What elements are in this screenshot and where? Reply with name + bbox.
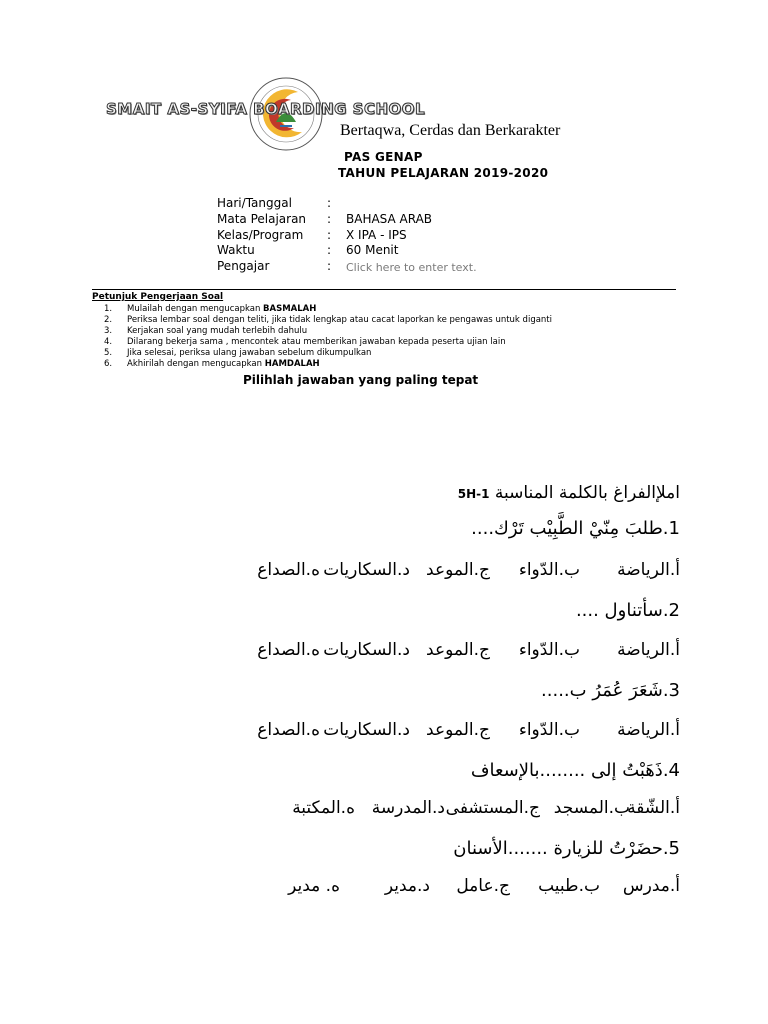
section-heading-text: املإالفراغ بالكلمة المناسبة	[494, 483, 680, 503]
option-b[interactable]: ب.المسجد	[553, 798, 630, 818]
option-a[interactable]: أ.الشّقة	[627, 798, 680, 818]
options-row-1	[240, 560, 680, 584]
instruction-number: 1.	[104, 304, 113, 314]
question-4: 4.ذَهَبْتُ إلى ........بالإسعاف	[470, 760, 680, 781]
info-label: Mata Pelajaran	[217, 212, 307, 226]
option-a[interactable]: أ.الرياضة	[617, 640, 680, 660]
question-2: 2.سأتناول ....	[575, 600, 680, 621]
options-row-5	[240, 876, 680, 900]
header-divider	[92, 289, 676, 290]
option-e[interactable]: ه.الصداع	[257, 720, 320, 740]
option-a[interactable]: أ.الرياضة	[617, 560, 680, 580]
option-b[interactable]: ب.الدّواء	[518, 720, 580, 740]
info-label: Pengajar	[217, 259, 270, 273]
option-c[interactable]: ج.الموعد	[426, 560, 490, 580]
option-b[interactable]: ب.طبيب	[538, 876, 600, 896]
option-c[interactable]: ج.عامل	[456, 876, 510, 896]
question-1: 1.طلبَ مِنّيْ الطَّبِيْب تَرْك....	[471, 518, 680, 539]
instruction-number: 3.	[104, 326, 113, 336]
option-c[interactable]: ج.الموعد	[426, 720, 490, 740]
option-d[interactable]: د.المدرسة	[371, 798, 445, 818]
instructions-title: Petunjuk Pengerjaan Soal	[92, 292, 224, 302]
info-label: Kelas/Program	[217, 228, 304, 242]
info-label: Waktu	[217, 243, 255, 257]
teacher-input-field[interactable]: Click here to enter text.	[346, 261, 477, 274]
info-colon: :	[327, 228, 332, 242]
instruction-number: 4.	[104, 337, 113, 347]
option-c[interactable]: ج.الموعد	[426, 640, 490, 660]
option-e[interactable]: ه.الصداع	[257, 640, 320, 660]
school-motto: Bertaqwa, Cerdas dan Berkarakter	[340, 122, 561, 139]
option-b[interactable]: ب.الدّواء	[518, 560, 580, 580]
option-a[interactable]: أ.الرياضة	[617, 720, 680, 740]
info-label: Hari/Tanggal	[217, 196, 292, 210]
option-d[interactable]: د.السكاريات	[323, 640, 410, 660]
exam-year: TAHUN PELAJARAN 2019-2020	[338, 166, 549, 180]
info-value: 60 Menit	[346, 243, 399, 257]
option-e[interactable]: ه.الصداع	[257, 560, 320, 580]
instruction-text: Kerjakan soal yang mudah terlebih dahulu	[127, 326, 308, 336]
option-d[interactable]: د.مدير	[384, 876, 430, 896]
info-colon: :	[327, 196, 332, 210]
info-value: BAHASA ARAB	[346, 212, 433, 226]
section-code: 5H-1	[457, 487, 490, 501]
option-a[interactable]: أ.مدرس	[622, 876, 680, 896]
instruction-text: Dilarang bekerja sama , mencontek atau memberikan jawaban kepada peserta ujian lain	[127, 337, 506, 347]
instruction-text: Mulailah dengan mengucapkan BASMALAH	[127, 304, 317, 314]
info-colon: :	[327, 212, 332, 226]
info-value: X IPA - IPS	[346, 228, 407, 242]
instruction-text: Periksa lembar soal dengan teliti, jika tidak lengkap atau cacat laporkan ke pengawas untuk diganti	[127, 315, 553, 325]
exam-title: PAS GENAP	[344, 150, 423, 164]
instruction-number: 6.	[104, 359, 113, 369]
option-e[interactable]: ه.المكتبة	[292, 798, 355, 818]
info-colon: :	[327, 259, 332, 273]
instruction-main: Pilihlah jawaban yang paling tepat	[243, 373, 479, 387]
option-e[interactable]: ه. مدير	[288, 876, 340, 896]
section-heading	[458, 483, 680, 503]
option-d[interactable]: د.السكاريات	[323, 560, 410, 580]
question-5: 5.حضَرْتُ للزيارة .......الأسنان	[453, 838, 680, 859]
options-row-4	[280, 798, 680, 822]
options-row-2	[240, 640, 680, 664]
school-name: SMAIT AS-SYIFA BOARDING SCHOOL	[106, 100, 426, 118]
info-colon: :	[327, 243, 332, 257]
instruction-text: Akhirilah dengan mengucapkan HAMDALAH	[127, 359, 320, 369]
instruction-number: 2.	[104, 315, 113, 325]
instruction-number: 5.	[104, 348, 113, 358]
instruction-text: Jika selesai, periksa ulang jawaban sebelum dikumpulkan	[127, 348, 372, 358]
options-row-3	[240, 720, 680, 744]
option-b[interactable]: ب.الدّواء	[518, 640, 580, 660]
option-c[interactable]: ج.المستشفى	[445, 798, 540, 818]
question-3: 3.شَعَرَ عُمَرُ ب.....	[541, 680, 680, 701]
option-d[interactable]: د.السكاريات	[323, 720, 410, 740]
